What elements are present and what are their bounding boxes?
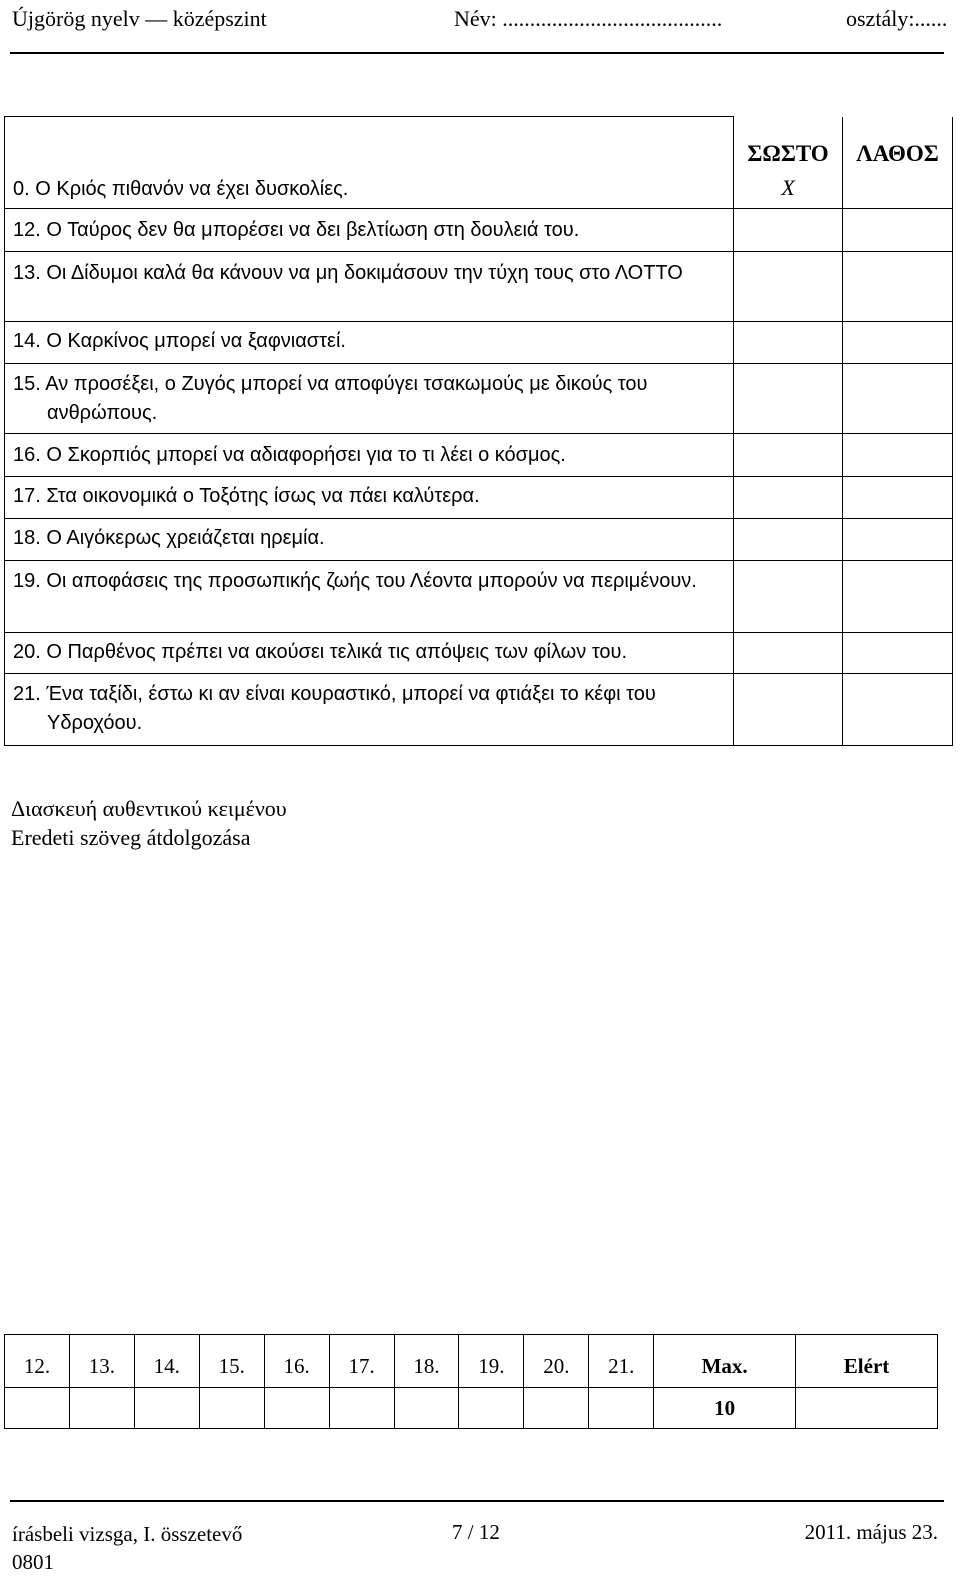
question-text: 14. Ο Καρκίνος μπορεί να ξαφνιαστεί. — [13, 330, 346, 352]
table-row — [5, 322, 953, 364]
true-answer-cell[interactable]: X — [734, 169, 843, 209]
question-text: 18. Ο Αιγόκερως χρειάζεται ηρεμία. — [13, 527, 325, 549]
true-answer-cell[interactable] — [734, 434, 843, 477]
score-item-label: 18. — [394, 1335, 459, 1388]
page-footer — [10, 1500, 944, 1572]
max-value: 10 — [654, 1388, 796, 1429]
score-item-label: 21. — [589, 1335, 654, 1388]
score-cell[interactable] — [199, 1388, 264, 1429]
false-answer-cell[interactable] — [843, 633, 953, 674]
question-text: 12. Ο Ταύρος δεν θα μπορέσει να δει βελτίωση στη δουλειά του. — [13, 219, 580, 241]
score-cell[interactable] — [264, 1388, 329, 1429]
name-field: Név: ........................................ — [454, 6, 723, 31]
header-true: ΣΩΣΤΟ — [734, 117, 843, 169]
true-answer-cell[interactable] — [734, 252, 843, 322]
score-cell[interactable] — [69, 1388, 134, 1429]
score-item-label: 16. — [264, 1335, 329, 1388]
score-cell[interactable] — [459, 1388, 524, 1429]
false-answer-cell[interactable] — [843, 209, 953, 252]
true-answer-cell[interactable] — [734, 633, 843, 674]
table-row — [5, 561, 953, 633]
question-cell — [5, 252, 734, 322]
table-row — [5, 434, 953, 477]
true-answer-cell[interactable] — [734, 364, 843, 434]
table-row — [5, 633, 953, 674]
false-answer-cell[interactable] — [843, 434, 953, 477]
achieved-value-cell[interactable] — [796, 1388, 938, 1429]
question-cell — [5, 477, 734, 519]
false-answer-cell[interactable] — [843, 561, 953, 633]
question-cell — [5, 519, 734, 561]
table-row — [5, 252, 953, 322]
score-table — [4, 1334, 938, 1429]
table-row — [5, 209, 953, 252]
score-cell[interactable] — [589, 1388, 654, 1429]
score-cell[interactable] — [134, 1388, 199, 1429]
exam-subject: Újgörög nyelv — középszint — [12, 6, 267, 31]
question-cell — [5, 169, 734, 209]
true-answer-cell[interactable] — [734, 322, 843, 364]
page-number: 7 / 12 — [452, 1520, 500, 1544]
table-row — [5, 519, 953, 561]
question-text: 15. Αν προσέξει, ο Ζυγός μπορεί να αποφύγει τσακωμούς με δικούς του ανθρώπους. — [13, 373, 648, 424]
question-cell — [5, 561, 734, 633]
false-answer-cell[interactable] — [843, 364, 953, 434]
score-cell[interactable] — [5, 1388, 70, 1429]
question-cell — [5, 364, 734, 434]
footer-exam-code: 0801 — [12, 1550, 54, 1574]
false-answer-cell[interactable] — [843, 169, 953, 209]
false-answer-cell[interactable] — [843, 477, 953, 519]
question-text: 13. Οι Δίδυμοι καλά θα κάνουν να μη δοκιμάσουν την τύχη τους στο ΛΟΤΤΟ — [13, 262, 683, 284]
score-cell[interactable] — [394, 1388, 459, 1429]
score-item-label: 20. — [524, 1335, 589, 1388]
true-answer-cell[interactable] — [734, 561, 843, 633]
table-header-row — [5, 117, 953, 169]
question-text: 17. Στα οικονομικά ο Τοξότης ίσως να πάει καλύτερα. — [13, 485, 480, 507]
true-false-table — [4, 116, 953, 746]
false-answer-cell[interactable] — [843, 252, 953, 322]
true-answer-cell[interactable] — [734, 674, 843, 746]
table-row — [5, 169, 953, 209]
score-item-label: 13. — [69, 1335, 134, 1388]
score-item-label: 12. — [5, 1335, 70, 1388]
score-header-row — [5, 1335, 938, 1388]
question-text: 16. Ο Σκορπιός μπορεί να αδιαφορήσει για το τι λέει ο κόσμος. — [13, 444, 566, 466]
question-text: 21. Ένα ταξίδι, έστω κι αν είναι κουραστικό, μπορεί να φτιάξει το κέφι του Υδροχόου. — [13, 683, 656, 734]
score-value-row — [5, 1388, 938, 1429]
score-item-label: 17. — [329, 1335, 394, 1388]
question-text: 0. Ο Κριός πιθανόν να έχει δυσκολίες. — [13, 177, 349, 200]
header-false: ΛΑΘΟΣ — [843, 117, 953, 169]
score-item-label: 14. — [134, 1335, 199, 1388]
source-note — [11, 794, 287, 852]
table-row — [5, 364, 953, 434]
true-answer-cell[interactable] — [734, 477, 843, 519]
footer-exam-info — [12, 1520, 242, 1576]
true-answer-cell[interactable] — [734, 209, 843, 252]
false-answer-cell[interactable] — [843, 674, 953, 746]
page-header — [10, 4, 948, 54]
true-answer-cell[interactable] — [734, 519, 843, 561]
class-field: osztály:...... — [846, 6, 948, 31]
source-hungarian: Eredeti szöveg átdolgozása — [11, 825, 251, 850]
question-cell — [5, 209, 734, 252]
table-row — [5, 674, 953, 746]
header-blank-cell — [5, 117, 734, 169]
question-cell — [5, 674, 734, 746]
question-cell — [5, 434, 734, 477]
question-cell — [5, 322, 734, 364]
score-cell[interactable] — [329, 1388, 394, 1429]
false-answer-cell[interactable] — [843, 519, 953, 561]
table-row — [5, 477, 953, 519]
question-text: 19. Οι αποφάσεις της προσωπικής ζωής του Λέοντα μπορούν να περιμένουν. — [13, 570, 697, 592]
achieved-label: Elért — [796, 1335, 938, 1388]
source-greek: Διασκευή αυθεντικού κειμένου — [11, 796, 287, 821]
max-label: Max. — [654, 1335, 796, 1388]
exam-date: 2011. május 23. — [804, 1520, 938, 1544]
footer-exam-name: írásbeli vizsga, I. összetevő — [12, 1522, 243, 1546]
score-cell[interactable] — [524, 1388, 589, 1429]
score-item-label: 15. — [199, 1335, 264, 1388]
score-item-label: 19. — [459, 1335, 524, 1388]
question-cell — [5, 633, 734, 674]
false-answer-cell[interactable] — [843, 322, 953, 364]
question-text: 20. Ο Παρθένος πρέπει να ακούσει τελικά τις απόψεις των φίλων του. — [13, 641, 628, 663]
